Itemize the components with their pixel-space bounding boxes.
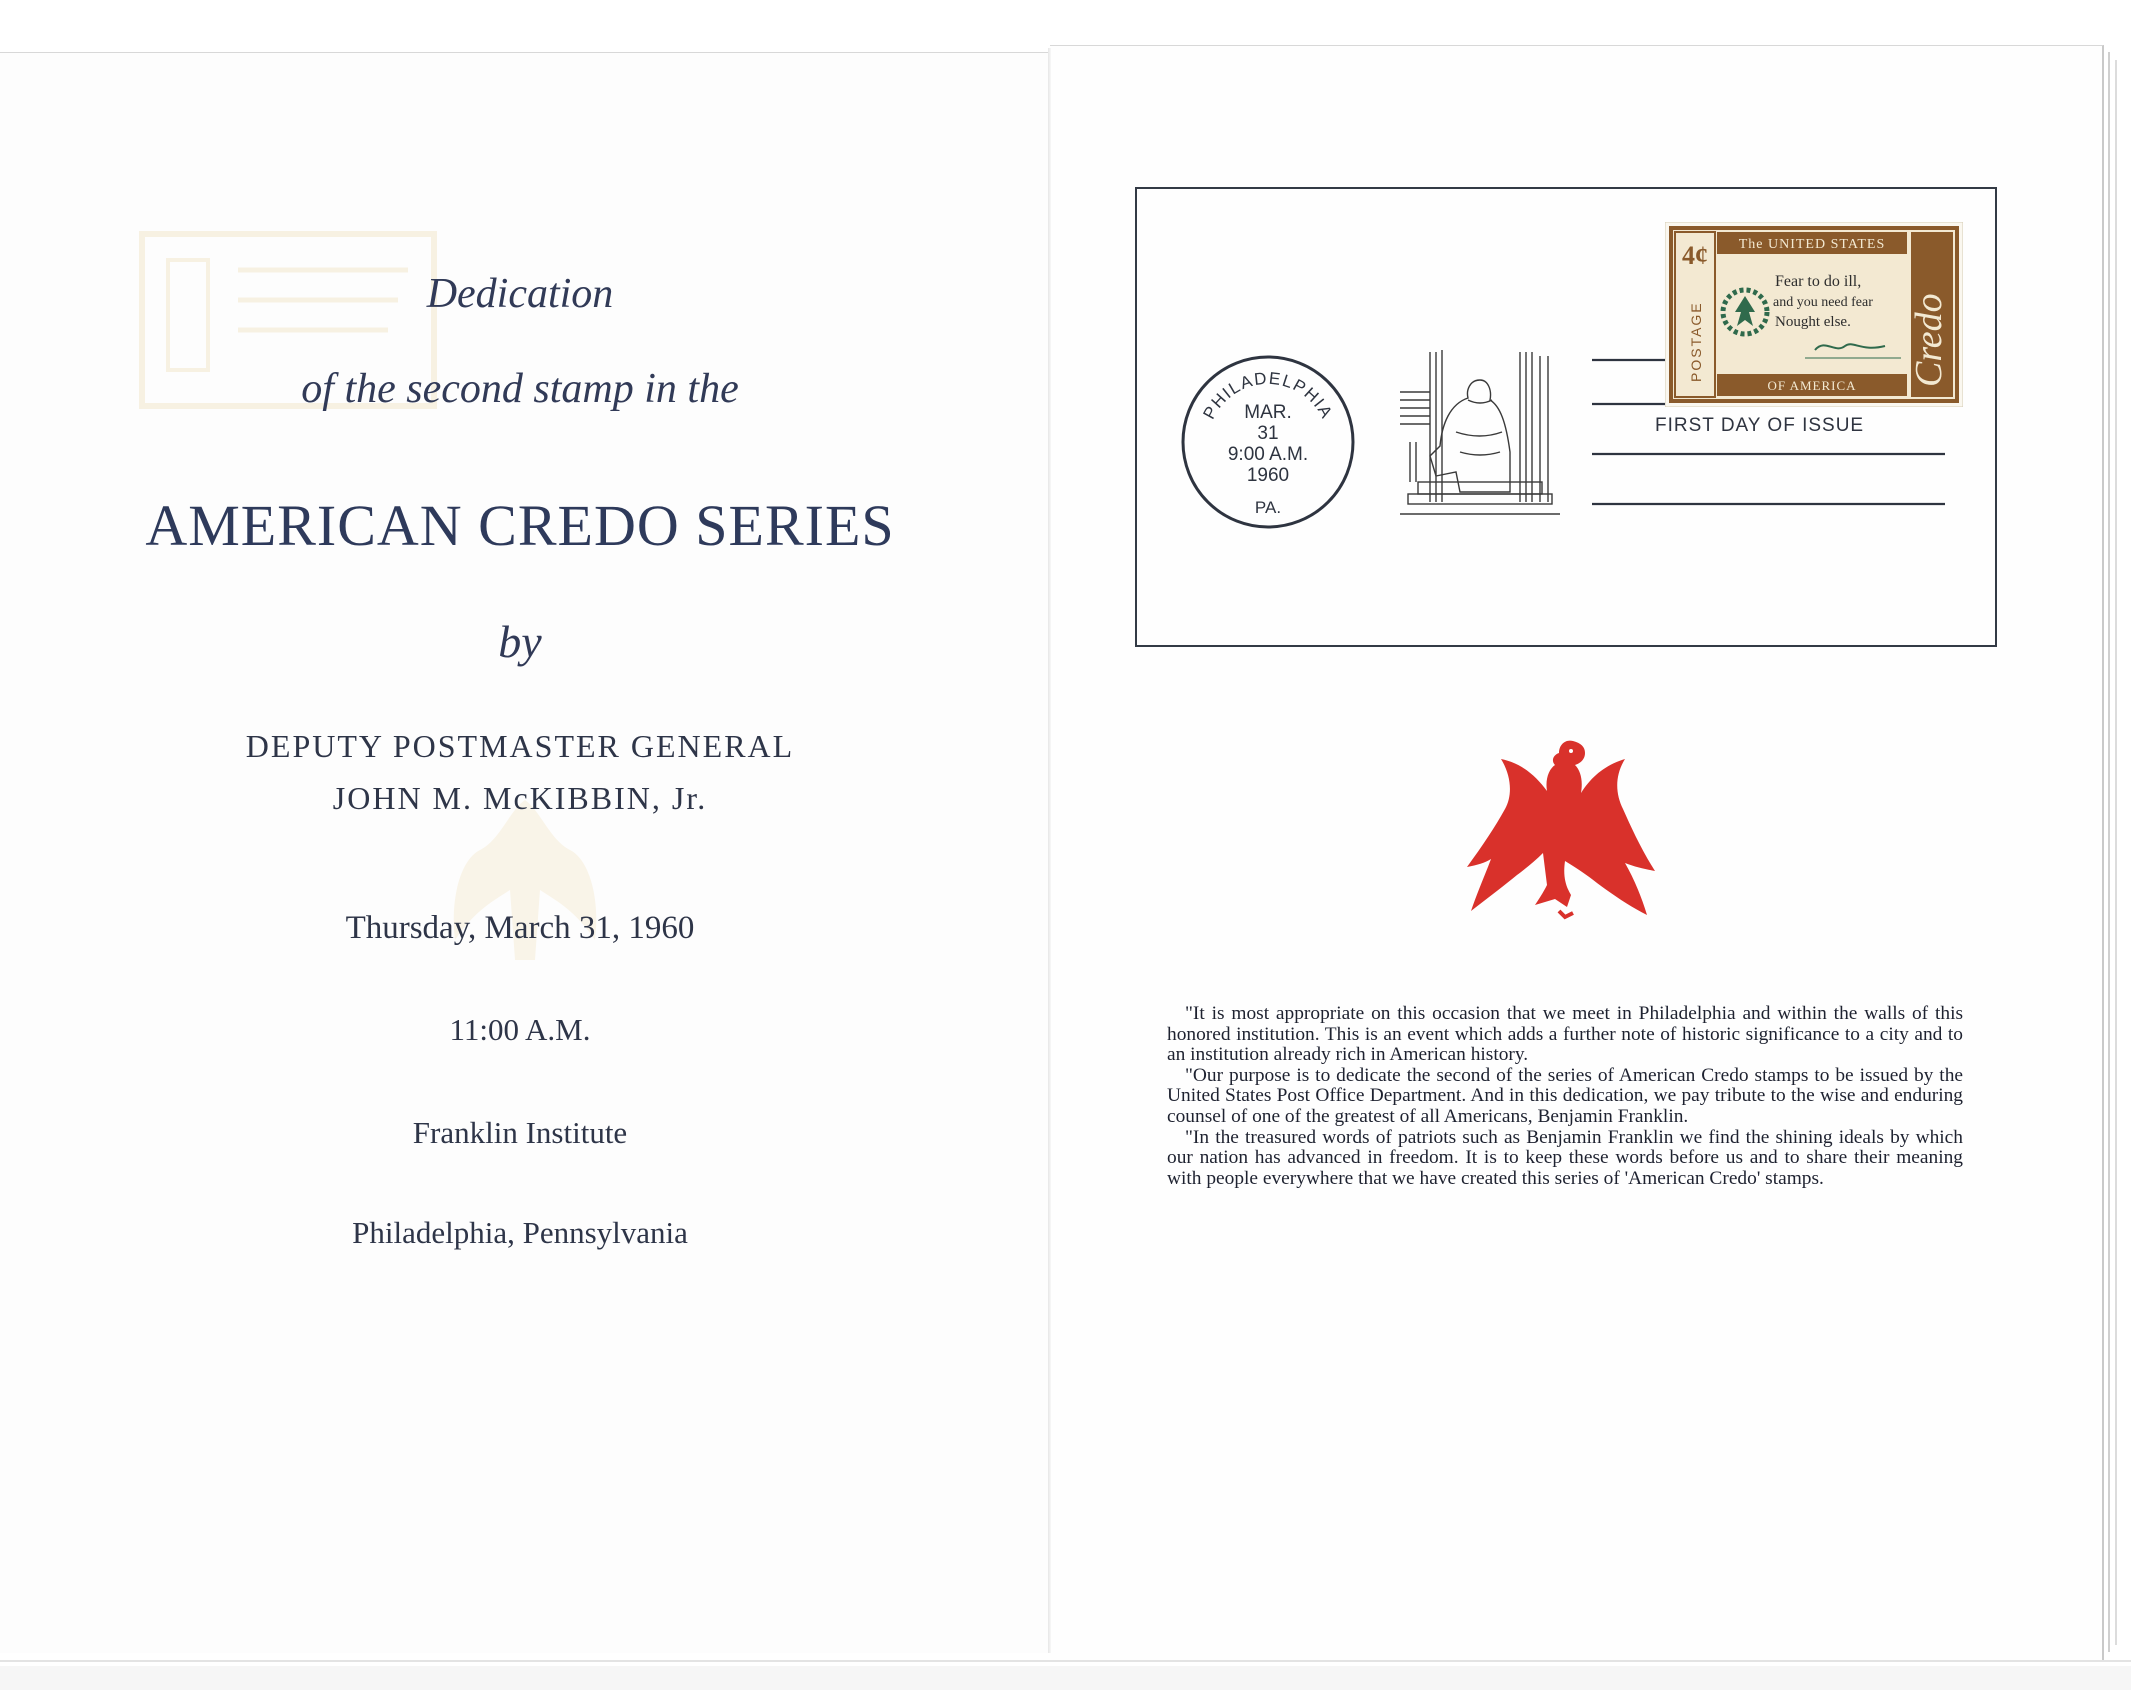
bottom-page-edge <box>0 1660 2131 1662</box>
stamp-denomination: 4¢ <box>1682 241 1708 270</box>
dedication-subheading: of the second stamp in the <box>301 366 739 412</box>
stamp-quote-line-2: and you need fear <box>1773 295 1873 310</box>
stamp-credo-label: Credo <box>1908 293 1950 387</box>
postmark-time: 9:00 A.M. <box>1227 444 1309 465</box>
franklin-statue-cachet <box>1390 342 1570 524</box>
event-time: 11:00 A.M. <box>449 1012 591 1047</box>
dedication-remarks <box>1167 1004 1963 1189</box>
stamp-quote-line-1: Fear to do ill, <box>1775 273 1862 290</box>
stamp-top-banner: The UNITED STATES <box>1738 237 1886 252</box>
remarks-paragraph-1: "It is most appropriate on this occasion that we meet in Philadelphia and within the walls of this honored institution. This is an event which adds a further note of historic significance to a city and to an institution already rich in American history. <box>1167 1003 1963 1066</box>
postmark-city: PHILADELPHIA <box>1199 368 1337 423</box>
postmark-month: MAR. <box>1244 402 1292 423</box>
stamp-postage-label: POSTAGE <box>1688 301 1704 382</box>
event-city: Philadelphia, Pennsylvania <box>352 1215 688 1250</box>
scan-margin <box>0 1666 2131 1690</box>
by-label: by <box>498 616 542 667</box>
center-fold <box>1048 48 1051 1653</box>
red-eagle-icon <box>1455 735 1665 925</box>
event-date: Thursday, March 31, 1960 <box>345 910 695 946</box>
stamp-quote-line-3: Nought else. <box>1775 314 1851 330</box>
postmark-day: 31 <box>1257 423 1279 444</box>
page-edge <box>2115 60 2117 1645</box>
remarks-paragraph-2: "Our purpose is to dedicate the second of the series of American Credo stamps to be issued by the United States Post Office Department. And in this dedication, we pay tribute to the wise and enduring counsel of one of the greatest of all Americans, Benjamin Franklin. <box>1167 1064 1963 1127</box>
stamp-bottom-banner: OF AMERICA <box>1767 378 1857 393</box>
postmark-year: 1960 <box>1246 465 1290 486</box>
postmark-circle <box>1178 352 1358 532</box>
remarks-paragraph-3: "In the treasured words of patriots such as Benjamin Franklin we find the shining ideals by which our nation has advanced in freedom. It is to keep these words before us and to share their meaning with people everywhere that we have created this series of 'American Credo' stamps. <box>1167 1126 1963 1189</box>
page-edge <box>2108 52 2110 1652</box>
event-venue: Franklin Institute <box>412 1115 628 1150</box>
postmark-state: PA. <box>1254 498 1282 517</box>
first-day-of-issue-label: FIRST DAY OF ISSUE <box>1655 415 1865 436</box>
speaker-name: JOHN M. McKIBBIN, Jr. <box>332 780 708 816</box>
dedication-heading: Dedication <box>426 271 614 317</box>
speaker-title: DEPUTY POSTMASTER GENERAL <box>245 728 795 764</box>
series-title: AMERICAN CREDO SERIES <box>145 493 895 558</box>
credo-stamp <box>1665 222 1963 407</box>
